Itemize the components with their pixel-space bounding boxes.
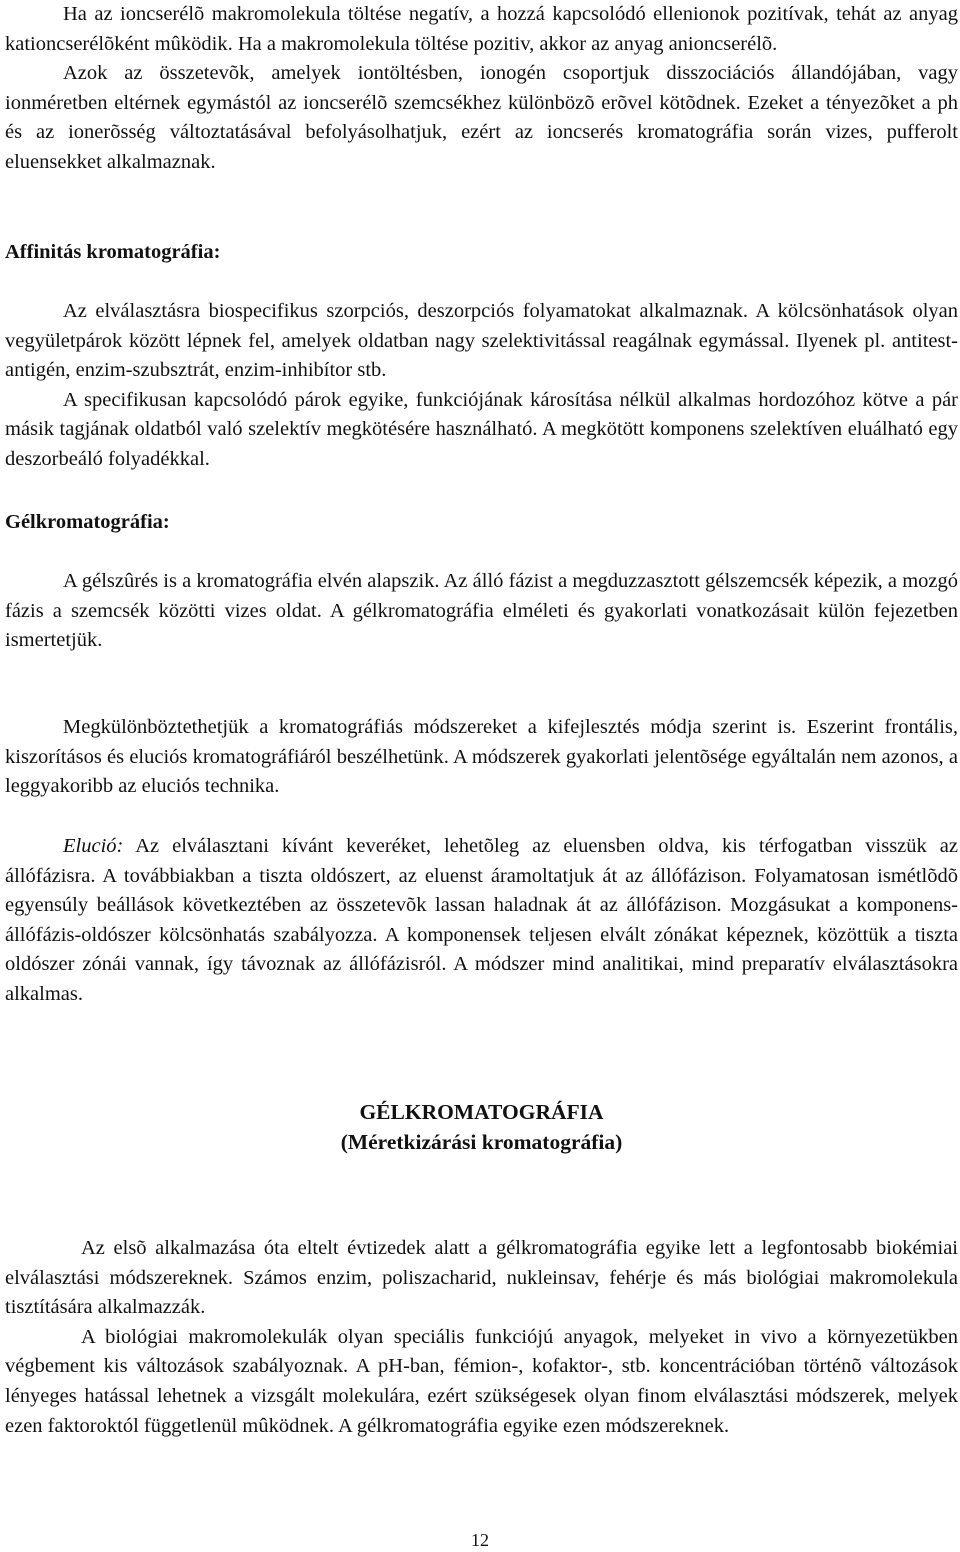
gel-section bbox=[5, 567, 958, 656]
paragraph-ion-components: Azok az összetevõk, amelyek iontöltésben, ionogén csoportjuk disszociációs állandójában, vagy ionméretben eltérnek egymástól az ioncserélõ szemcsékhez különbözõ erõvel kötõdnek. Ezeket a tényezõket a ph és az ionerõsség változtatásával befolyásolhatjuk, ezért az ioncserés kromatográfia során vizes, pufferolt eluensekket alkalmaznak. bbox=[5, 62, 958, 173]
gel-heading-block bbox=[5, 508, 958, 537]
affinity-section bbox=[5, 297, 958, 475]
gel-intro-section bbox=[5, 1234, 958, 1441]
chapter-subtitle: (Méretkizárási kromatográfia) bbox=[340, 1130, 623, 1154]
paragraph-ion-exchange: Ha az ioncserélõ makromolekula töltése negatív, a hozzá kapcsolódó ellenionok pozitívak, tehát az anyag kationcserélõként mûködik. Ha a makromolekula töltése pozitiv, akkor az anyag anioncserélõ. bbox=[5, 3, 958, 55]
paragraph-gel-intro-1: Az elsõ alkalmazása óta eltelt évtizedek alatt a gélkromatográfia egyike lett a legfontosabb biokémiai elválasztási módszereknek. Számos enzim, poliszacharid, nukleinsav, fehérje és más biológiai makromolekula tisztítására alkalmazzák. bbox=[5, 1237, 958, 1319]
paragraph-affinity-1: Az elválasztásra biospecifikus szorpciós, deszorpciós folyamatokat alkalmaznak. A kölcsönhatások olyan vegyületpárok között lépnek fel, amelyek oldatban nagy szelektivitással reagálnak egymással. Ilyenek pl. antitest-antigén, enzim-szubsztrát, enzim-inhibítor stb. bbox=[5, 300, 958, 382]
affinity-heading-block bbox=[5, 238, 958, 267]
page-number: 12 bbox=[471, 1530, 489, 1550]
elution-body: Az elválasztani kívánt keveréket, lehetõleg az eluensben oldva, kis térfogatban visszük az állófázisra. A továbbiakban a tiszta oldószert, az eluenst áramoltatjuk át az állófázison. Folyamatosan ismétlõdõ egyensúly beállások következtében az összetevõk lassan haladnak át az állófázison. Mozgásukat a komponens-állófázis-oldószer kölcsönhatás szabályozza. A komponensek teljesen elvált zónákat képeznek, közöttük a tiszta oldószer zónái vannak, így távoznak az állófázisról. A módszer mind analitikai, mind preparatív elválasztásokra alkalmas. bbox=[5, 835, 958, 1005]
chapter-title-block bbox=[5, 1097, 958, 1157]
term-elution: Elució: bbox=[63, 835, 124, 857]
methods-section bbox=[5, 713, 958, 802]
heading-gel: Gélkromatográfia: bbox=[5, 511, 170, 533]
paragraph-affinity-2: A specifikusan kapcsolódó párok egyike, funkciójának károsítása nélkül alkalmas hordozóhoz kötve a pár másik tagjának oldatból való szelektív megkötésére használható. A megkötött komponens szelektíven eluálható egy deszorbeáló folyadékkal. bbox=[5, 388, 958, 470]
paragraph-gel-1: A gélszûrés is a kromatográfia elvén alapszik. Az álló fázist a megduzzasztott gélszemcsék képezik, a mozgó fázis a szemcsék közötti vizes oldat. A gélkromatográfia elméleti és gyakorlati vonatkozásait külön fejezetben ismertetjük. bbox=[5, 570, 958, 652]
ion-exchange-section bbox=[5, 0, 958, 178]
paragraph-gel-intro-2: A biológiai makromolekulák olyan speciális funkciójú anyagok, melyeket in vivo a környezetükben végbement kis változások szabályoznak. A pH-ban, fémion-, kofaktor-, stb. koncentrációban történõ változások lényeges hatással lehetnek a vizsgált molekulára, ezért szükségesek olyan finom elválasztási módszerek, melyek ezen faktoroktól függetlenül mûködnek. A gélkromatográfia egyike ezen módszereknek. bbox=[5, 1325, 958, 1437]
paragraph-elution bbox=[5, 832, 958, 1010]
paragraph-methods: Megkülönböztethetjük a kromatográfiás módszereket a kifejlesztés módja szerint is. Eszerint frontális, kiszorításos és eluciós kromatográfiáról beszélhetünk. A módszerek gyakorlati jelentõsége egyáltalán nem azonos, a leggyakoribb az eluciós technika. bbox=[5, 716, 958, 798]
chapter-title: GÉLKROMATOGRÁFIA bbox=[359, 1100, 604, 1124]
heading-affinity: Affinitás kromatográfia: bbox=[5, 241, 221, 263]
elution-section bbox=[5, 832, 958, 1010]
